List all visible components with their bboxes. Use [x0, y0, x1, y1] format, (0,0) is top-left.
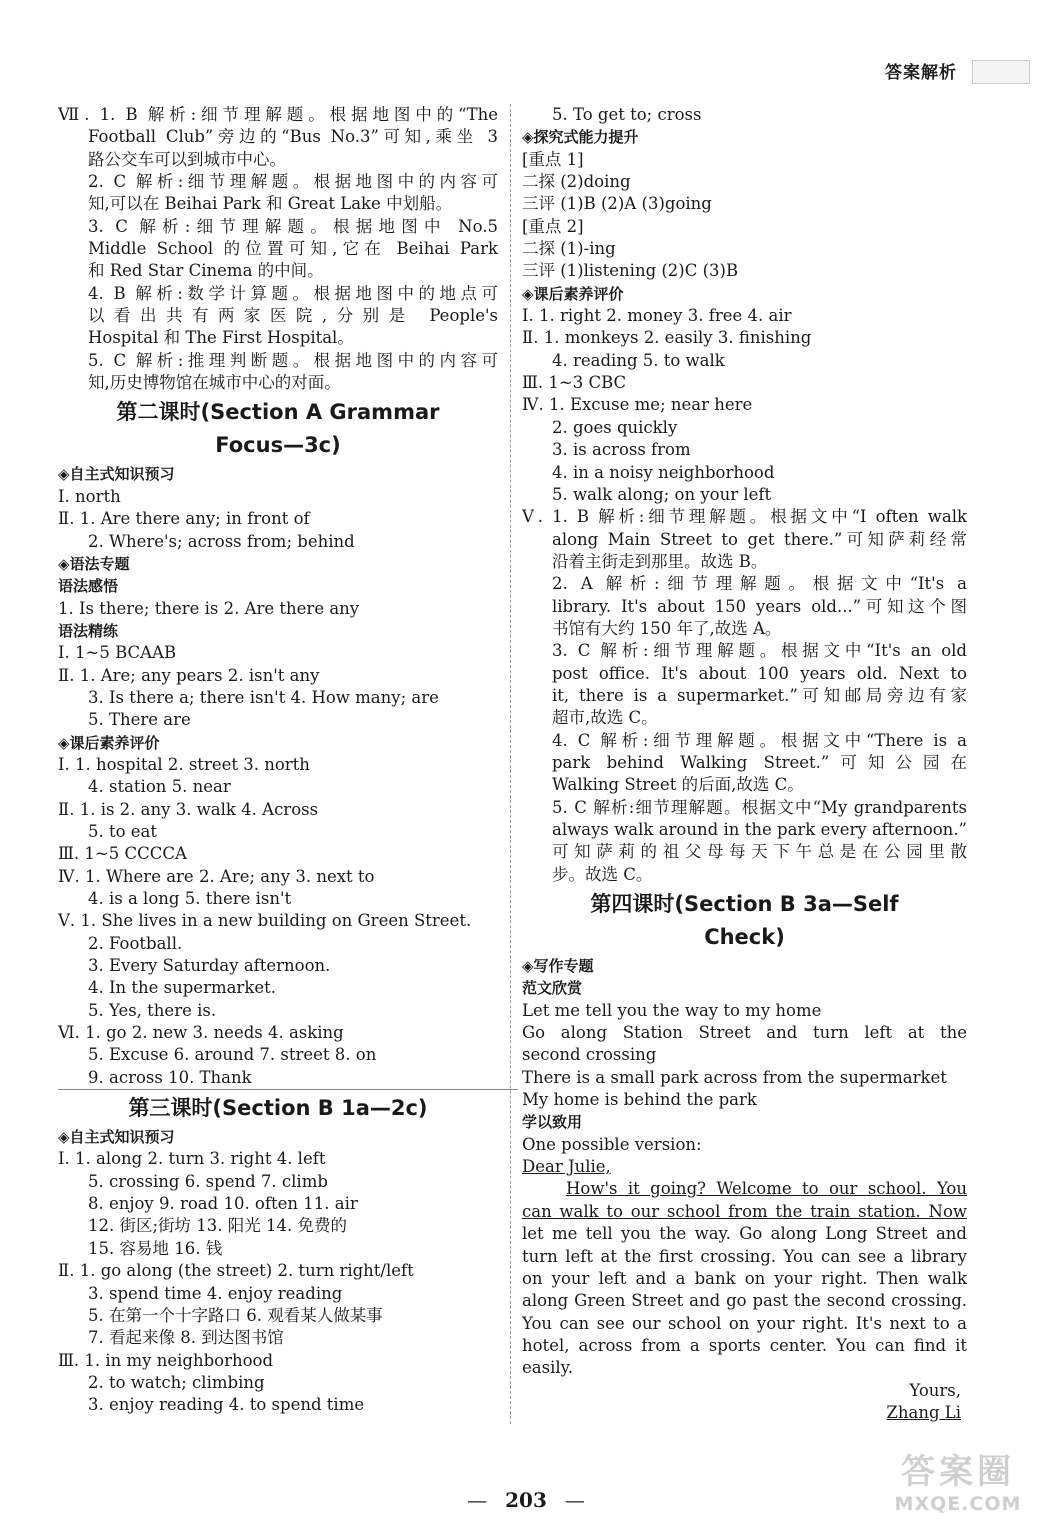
section-heading: Focus—3c)	[215, 433, 341, 458]
answer-line: Ⅰ. 1~5 BCAAB	[58, 643, 177, 663]
answer-line: Ⅱ. 1. Are there any; in front of	[58, 509, 310, 529]
answer-line: Go along Station Street and turn left at the	[522, 1023, 967, 1043]
answer-line: 5. There are	[88, 710, 191, 730]
answer-line: 三评 (1)B (2)A (3)going	[522, 194, 712, 214]
answer-line: Ⅵ. 1. go 2. new 3. needs 4. asking	[58, 1023, 344, 1043]
answer-line: park behind Walking Street.”可知公园在	[552, 752, 967, 772]
answer-line: 2. A 解析:细节理解题。根据文中“It's a	[552, 574, 967, 594]
answer-line: turn left at the first crossing. You can see a library	[522, 1246, 967, 1266]
answer-line: Ⅳ. 1. Excuse me; near here	[522, 395, 753, 415]
answer-line: 5. Yes, there is.	[88, 1000, 217, 1020]
answer-line: library. It's about 150 years old...”可知这个图	[552, 596, 967, 616]
answer-line: 书馆有大约 150 年了,故选 A。	[552, 618, 782, 638]
answer-line: 知,可以在 Beihai Park 和 Great Lake 中划船。	[88, 194, 453, 214]
section-heading: 第三课时(Section B 1a—2c)	[128, 1096, 428, 1121]
answer-line: 7. 看起来像 8. 到达图书馆	[88, 1328, 284, 1348]
answer-line: 4. is a long 5. there isn't	[88, 889, 292, 908]
answer-line: 4. station 5. near	[88, 777, 231, 797]
answer-line: 5. walk along; on your left	[552, 484, 772, 504]
answer-line: Ⅰ. north	[58, 486, 121, 506]
answer-line: 9. across 10. Thank	[88, 1067, 252, 1087]
answer-line: 12. 街区;街坊 13. 阳光 14. 免费的	[88, 1216, 348, 1236]
answer-line: Ⅱ. 1. go along (the street) 2. turn right/left	[58, 1261, 414, 1281]
answer-line: can walk to our school from the train station. Now	[522, 1201, 967, 1221]
answer-line: Ⅶ. 1. B 解析:细节理解题。根据地图中的“The	[58, 105, 498, 124]
answer-line: How's it going? Welcome to our school. You	[566, 1179, 967, 1199]
right-column	[522, 104, 967, 1424]
section-heading: Check)	[704, 925, 785, 950]
answer-line: Ⅰ. 1. along 2. turn 3. right 4. left	[58, 1149, 326, 1169]
answer-line: 5. To get to; cross	[552, 105, 702, 124]
answer-line: 4. B 解析:数学计算题。根据地图中的地点可	[88, 283, 498, 303]
answer-line: easily.	[522, 1358, 573, 1378]
header-title: 答案解析	[885, 63, 957, 83]
answer-line: 沿着主街走到那里。故选 B。	[552, 551, 768, 571]
answer-line: 2. Where's; across from; behind	[88, 531, 355, 551]
answer-line: let me tell you the way. Go along Long Street and	[522, 1224, 967, 1244]
watermark-logo	[878, 1452, 1038, 1526]
answer-line: it, there is a supermarket.”可知邮局旁边有家	[552, 685, 967, 705]
answer-line: There is a small park across from the supermarket	[522, 1067, 947, 1087]
answer-line: 5. crossing 6. spend 7. climb	[88, 1171, 328, 1191]
answer-line: [重点 2]	[522, 216, 584, 236]
answer-line: 5. C 解析:细节理解题。根据文中“My grandparents	[552, 797, 967, 817]
answer-line: My home is behind the park	[522, 1090, 757, 1110]
header-tab-box	[972, 60, 1030, 84]
answer-line: Let me tell you the way to my home	[522, 1000, 822, 1020]
answer-line: 5. C 解析:推理判断题。根据地图中的内容可	[88, 350, 498, 370]
answer-line: [重点 1]	[522, 149, 584, 169]
answer-line: 3. C 解析:细节理解题。根据文中“It's an old	[552, 641, 967, 661]
subheading: 语法精练	[58, 621, 119, 640]
subheading: ◈自主式知识预习	[58, 465, 175, 484]
answer-line: Ⅱ. 1. monkeys 2. easily 3. finishing	[522, 328, 812, 348]
subheading: ◈语法专题	[58, 554, 130, 573]
answer-line: 二探 (2)doing	[522, 172, 631, 192]
subheading: ◈课后素养评价	[522, 284, 624, 303]
page-number: — 203 —	[467, 1488, 585, 1512]
subheading: 学以致用	[522, 1113, 583, 1132]
answer-line: Dear Julie,	[522, 1157, 611, 1177]
answer-line: 可知萨莉的祖父母每天下午总是在公园里散	[552, 842, 967, 862]
answer-line: 2. goes quickly	[552, 417, 678, 437]
answer-line: 5. 在第一个十字路口 6. 观看某人做某事	[88, 1305, 383, 1325]
answer-line: 1. Is there; there is 2. Are there any	[58, 598, 360, 618]
subheading: ◈自主式知识预习	[58, 1128, 175, 1147]
answer-line: 3. C 解析:细节理解题。根据地图中 No.5	[88, 216, 498, 236]
answer-line: Ⅱ. 1. Are; any pears 2. isn't any	[58, 665, 320, 685]
answer-line: always walk around in the park every afternoon.”	[552, 820, 967, 839]
answer-line: 8. enjoy 9. road 10. often 11. air	[88, 1194, 358, 1214]
answer-line: Ⅴ. 1. She lives in a new building on Green Street.	[58, 911, 472, 931]
watermark-url: MXQE.COM	[894, 1493, 1022, 1515]
answer-line: 二探 (1)-ing	[522, 239, 616, 259]
answer-line: 路公交车可以到城市中心。	[88, 149, 286, 169]
subheading: ◈探究式能力提升	[522, 128, 639, 147]
answer-line: 三评 (1)listening (2)C (3)B	[522, 261, 739, 281]
answer-line: Middle School 的位置可知,它在 Beihai Park	[88, 239, 498, 259]
answer-line: Yours,	[909, 1380, 961, 1400]
answer-line: Ⅰ. 1. right 2. money 3. free 4. air	[522, 306, 792, 326]
subheading: 语法感悟	[58, 577, 119, 596]
answer-line: 3. enjoy reading 4. to spend time	[88, 1395, 365, 1415]
answer-line: 4. reading 5. to walk	[552, 350, 725, 370]
subheading: ◈课后素养评价	[58, 733, 160, 752]
answer-line: 2. to watch; climbing	[88, 1372, 265, 1392]
answer-line: Ⅳ. 1. Where are 2. Are; any 3. next to	[58, 866, 375, 886]
subheading: ◈写作专题	[522, 957, 594, 976]
answer-line: Walking Street 的后面,故选 C。	[552, 775, 804, 795]
answer-line: Ⅱ. 1. is 2. any 3. walk 4. Across	[58, 799, 319, 819]
answer-line: 3. Every Saturday afternoon.	[88, 956, 331, 976]
subheading: 范文欣赏	[522, 979, 583, 998]
answer-line: 3. spend time 4. enjoy reading	[88, 1283, 343, 1303]
answer-line: along Green Street and go past the second crossing.	[522, 1291, 967, 1311]
answer-line: 5. Excuse 6. around 7. street 8. on	[88, 1045, 377, 1065]
answer-line: 以看出共有两家医院,分别是 People's	[88, 306, 498, 326]
answer-line: Zhang Li	[886, 1402, 961, 1422]
answer-line: post office. It's about 100 years old. Next to	[552, 663, 967, 683]
answer-line: 4. in a noisy neighborhood	[552, 462, 775, 482]
answer-line: 2. C 解析:细节理解题。根据地图中的内容可	[88, 172, 498, 192]
answer-line: 4. In the supermarket.	[88, 978, 276, 998]
answer-line: Ⅰ. 1. hospital 2. street 3. north	[58, 754, 310, 774]
answer-line: You can see our school on your right. It's next to a	[522, 1313, 967, 1333]
answer-line: 4. C 解析:细节理解题。根据文中“There is a	[552, 730, 967, 750]
answer-line: on your left and a bank on your right. Then walk	[522, 1268, 967, 1288]
answer-line: Ⅲ. 1~5 CCCCA	[58, 844, 187, 864]
answer-line: Ⅲ. 1~3 CBC	[522, 373, 627, 393]
answer-line: 3. is across from	[552, 440, 691, 460]
answer-line: hotel, across from a sports center. You can find it	[522, 1335, 967, 1355]
column-divider	[510, 104, 511, 1424]
answer-line: 超市,故选 C。	[552, 708, 658, 728]
answer-line: 15. 容易地 16. 钱	[88, 1238, 223, 1258]
answer-line: second crossing	[522, 1045, 657, 1065]
answer-line: Ⅲ. 1. in my neighborhood	[58, 1350, 274, 1370]
answer-line: Ⅴ. 1. B 解析:细节理解题。根据文中“I often walk	[522, 507, 967, 527]
answer-line: 知,历史博物馆在城市中心的对面。	[88, 373, 341, 393]
answer-line: Football Club”旁边的“Bus No.3”可知,乘坐 3	[88, 127, 498, 147]
page-number-value: 203	[505, 1488, 547, 1512]
answer-line: along Main Street to get there.”可知萨莉经常	[552, 529, 967, 549]
answer-line: One possible version:	[522, 1134, 702, 1154]
answer-line: 5. to eat	[88, 821, 158, 841]
answer-line: 2. Football.	[88, 933, 183, 953]
section-rule	[58, 1089, 518, 1090]
watermark-cn: 答案圈	[901, 1452, 1015, 1492]
answer-line: 步。故选 C。	[552, 864, 653, 884]
section-heading: 第二课时(Section A Grammar	[116, 400, 440, 425]
section-heading: 第四课时(Section B 3a—Self	[590, 892, 899, 917]
answer-line: Hospital 和 The First Hospital。	[88, 328, 354, 348]
left-column	[58, 104, 498, 1417]
answer-line: 和 Red Star Cinema 的中间。	[88, 261, 324, 281]
answer-line: 3. Is there a; there isn't 4. How many; are	[88, 687, 439, 707]
